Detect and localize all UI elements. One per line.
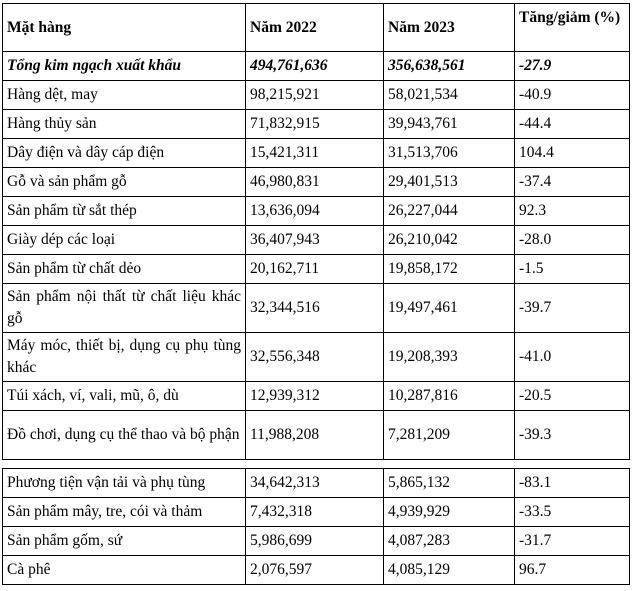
total-change: -27.9 xyxy=(515,52,630,81)
header-item: Mặt hàng xyxy=(3,4,246,52)
table-row xyxy=(3,139,630,168)
row-name: Đồ chơi, dụng cụ thể thao và bộ phận xyxy=(3,411,246,460)
row-2022: 12,939,312 xyxy=(246,382,384,411)
row-name: Sản phẩm nội thất từ chất liệu khác gỗ xyxy=(3,284,246,333)
table-row xyxy=(3,81,630,110)
row-2023: 10,287,816 xyxy=(384,382,515,411)
row-2022: 15,421,311 xyxy=(246,139,384,168)
table-row xyxy=(3,284,630,333)
table-row xyxy=(3,498,630,527)
row-2023: 29,401,513 xyxy=(384,168,515,197)
table-row xyxy=(3,333,630,382)
row-2023: 19,858,172 xyxy=(384,255,515,284)
row-2022: 5,986,699 xyxy=(246,527,384,556)
row-change: -40.9 xyxy=(515,81,630,110)
row-name: Sản phẩm mây, tre, cói và thảm xyxy=(3,498,246,527)
row-name: Sản phẩm từ chất dẻo xyxy=(3,255,246,284)
row-change: -33.5 xyxy=(515,498,630,527)
row-change: -44.4 xyxy=(515,110,630,139)
table-row xyxy=(3,556,630,585)
row-change: -31.7 xyxy=(515,527,630,556)
row-2022: 2,076,597 xyxy=(246,556,384,585)
row-name: Sản phẩm gốm, sứ xyxy=(3,527,246,556)
row-2022: 34,642,313 xyxy=(246,469,384,498)
row-2023: 26,227,044 xyxy=(384,197,515,226)
row-2022: 20,162,711 xyxy=(246,255,384,284)
row-name: Cà phê xyxy=(3,556,246,585)
row-2023: 5,865,132 xyxy=(384,469,515,498)
row-name: Sản phẩm từ sắt thép xyxy=(3,197,246,226)
row-name: Hàng dệt, may xyxy=(3,81,246,110)
row-2023: 19,497,461 xyxy=(384,284,515,333)
total-name: Tổng kim ngạch xuất khẩu xyxy=(3,52,246,81)
export-table-part-1 xyxy=(2,3,630,460)
row-name: Phương tiện vận tải và phụ tùng xyxy=(3,469,246,498)
row-change: -83.1 xyxy=(515,469,630,498)
row-2023: 58,021,534 xyxy=(384,81,515,110)
row-2023: 4,087,283 xyxy=(384,527,515,556)
row-name: Giày dép các loại xyxy=(3,226,246,255)
row-2022: 7,432,318 xyxy=(246,498,384,527)
row-2023: 39,943,761 xyxy=(384,110,515,139)
table-row xyxy=(3,110,630,139)
row-2023: 4,085,129 xyxy=(384,556,515,585)
row-name: Hàng thủy sản xyxy=(3,110,246,139)
total-2023: 356,638,561 xyxy=(384,52,515,81)
table-row xyxy=(3,469,630,498)
table-row xyxy=(3,255,630,284)
row-name: Túi xách, ví, vali, mũ, ô, dù xyxy=(3,382,246,411)
row-change: -20.5 xyxy=(515,382,630,411)
table-row xyxy=(3,382,630,411)
row-name: Gỗ và sản phẩm gỗ xyxy=(3,168,246,197)
total-row xyxy=(3,52,630,81)
row-change: -41.0 xyxy=(515,333,630,382)
table-row xyxy=(3,168,630,197)
row-2022: 11,988,208 xyxy=(246,411,384,460)
row-2022: 71,832,915 xyxy=(246,110,384,139)
row-change: 96.7 xyxy=(515,556,630,585)
table-row xyxy=(3,527,630,556)
export-table-part-2 xyxy=(2,468,630,585)
page-bottom-edge xyxy=(0,587,632,591)
row-name: Máy móc, thiết bị, dụng cụ phụ tùng khác xyxy=(3,333,246,382)
header-row xyxy=(3,4,630,52)
row-name: Dây điện và dây cáp điện xyxy=(3,139,246,168)
row-2023: 26,210,042 xyxy=(384,226,515,255)
header-year-2022: Năm 2022 xyxy=(246,4,384,52)
row-2022: 36,407,943 xyxy=(246,226,384,255)
row-change: -39.3 xyxy=(515,411,630,460)
row-change: 92.3 xyxy=(515,197,630,226)
row-change: -39.7 xyxy=(515,284,630,333)
row-change: -37.4 xyxy=(515,168,630,197)
total-2022: 494,761,636 xyxy=(246,52,384,81)
row-2022: 46,980,831 xyxy=(246,168,384,197)
header-year-2023: Năm 2023 xyxy=(384,4,515,52)
header-change: Tăng/giảm (%) xyxy=(515,4,630,52)
row-2022: 13,636,094 xyxy=(246,197,384,226)
row-change: -28.0 xyxy=(515,226,630,255)
row-change: 104.4 xyxy=(515,139,630,168)
row-2022: 32,556,348 xyxy=(246,333,384,382)
row-2023: 31,513,706 xyxy=(384,139,515,168)
row-2023: 7,281,209 xyxy=(384,411,515,460)
table-row xyxy=(3,226,630,255)
row-2022: 98,215,921 xyxy=(246,81,384,110)
row-2023: 19,208,393 xyxy=(384,333,515,382)
row-change: -1.5 xyxy=(515,255,630,284)
table-row xyxy=(3,197,630,226)
table-row xyxy=(3,411,630,460)
row-2022: 32,344,516 xyxy=(246,284,384,333)
row-2023: 4,939,929 xyxy=(384,498,515,527)
